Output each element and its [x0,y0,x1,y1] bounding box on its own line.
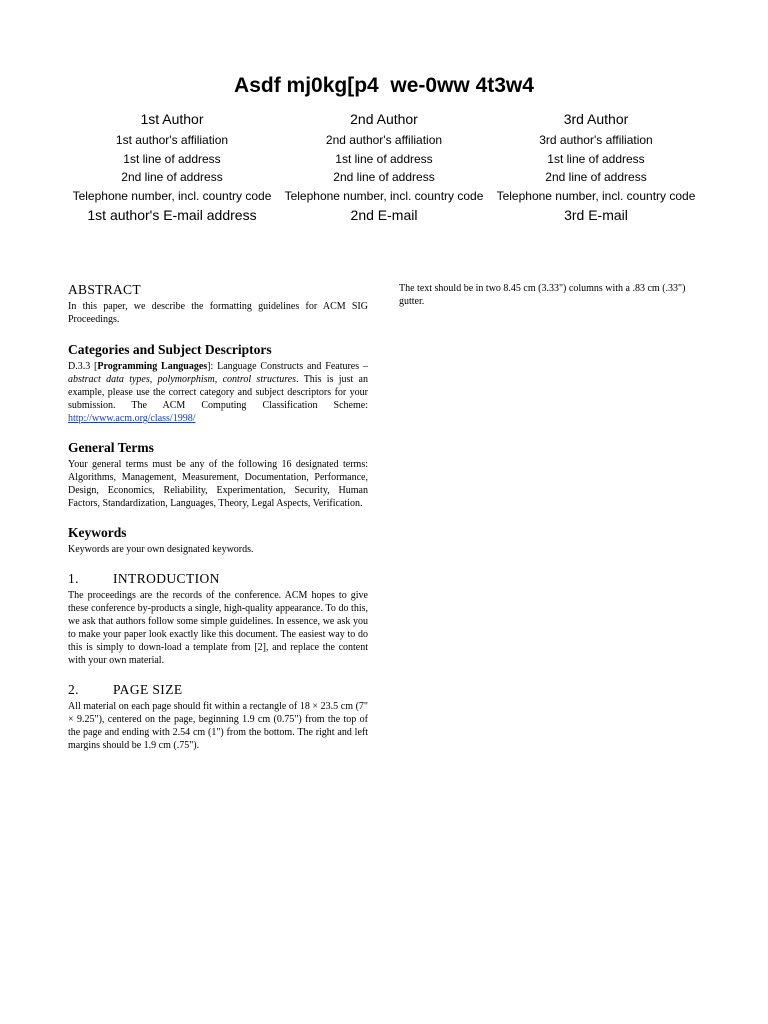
categories-text [68,360,368,425]
categories-heading: Categories and Subject Descriptors [68,342,272,357]
keywords-section [68,525,368,556]
author-affiliation: 3rd author's affiliation [539,133,653,147]
page-size-section [68,682,368,752]
section-title: INTRODUCTION [113,571,220,586]
author-address-line-2: 2nd line of address [333,170,435,184]
category-after-bold: ]: Language Constructs and Features – [207,361,368,372]
author-address-line-1: 1st line of address [335,151,433,166]
author-name: 1st Author [140,111,204,127]
abstract-heading: ABSTRACT [68,282,141,297]
author-telephone: Telephone number, incl. country code [496,188,696,203]
abstract-section [68,282,368,326]
left-column [68,282,368,767]
general-terms-section [68,440,368,510]
section-number: 2. [68,682,79,697]
introduction-section [68,571,368,667]
author-address-line-1: 1st line of address [123,151,221,166]
acm-classification-link[interactable]: http://www.acm.org/class/1998/ [68,413,196,424]
introduction-text: The proceedings are the records of the conference. ACM hopes to give these conference by-products a single, high-quality appearance. To do this, we ask that authors follow some simple guidelines. In essence, we ask you to make your paper look exactly like this document. The easiest way to do this is simply to down-load a template from [2], and replace the content with your own material. [68,590,368,666]
abstract-text: In this paper, we describe the formatting guidelines for ACM SIG Proceedings. [68,301,368,325]
keywords-heading: Keywords [68,525,127,540]
category-rest: . This is just an example, please use the correct category and subject descriptors for your submission. The ACM Computing Classification Scheme: [68,374,368,411]
author-email: 1st author's E-mail address [87,207,257,223]
author-block [66,110,702,225]
introduction-heading [68,571,368,587]
author-telephone: Telephone number, incl. country code [72,188,272,203]
right-column [399,282,702,308]
author-2 [278,110,490,225]
section-number: 1. [68,571,79,586]
author-name: 3rd Author [563,111,629,127]
general-terms-heading: General Terms [68,440,154,455]
page-size-heading [68,682,368,698]
section-title: PAGE SIZE [113,682,183,697]
author-3 [490,110,702,225]
author-email: 3rd E-mail [564,207,628,223]
categories-section [68,342,368,425]
author-address-line-2: 2nd line of address [121,170,223,184]
general-terms-text: Your general terms must be any of the following 16 designated terms: Algorithms, Management, Measurement, Documentation, Performance, Design, Economics, Reliability, Experimentation, Security, Human Factors, Standardization, Languages, Theory, Legal Aspects, Verification. [68,459,368,509]
author-email: 2nd E-mail [350,207,418,223]
author-address-line-1: 1st line of address [547,151,645,166]
author-name: 2nd Author [350,111,418,127]
author-affiliation: 2nd author's affiliation [325,133,443,147]
author-address-line-2: 2nd line of address [545,170,647,184]
paper-title: Asdf mj0kg[p4 we-0ww 4t3w4 [234,74,534,97]
page-size-text: All material on each page should fit within a rectangle of 18 × 23.5 cm (7" × 9.25"), centered on the page, beginning 1.9 cm (0.75") from the top of the page and ending with 2.54 cm (1") from the bottom. The right and left margins should be 1.9 cm (.75"). [68,701,368,751]
column-layout-text: The text should be in two 8.45 cm (3.33") columns with a .83 cm (.33") gutter. [399,283,686,307]
category-italic-terms: abstract data types, polymorphism, control structures [68,374,297,385]
keywords-text: Keywords are your own designated keywords. [68,544,254,555]
category-bold-term: Programming Languages [97,361,208,372]
author-1 [66,110,278,225]
author-affiliation: 1st author's affiliation [115,133,229,147]
author-telephone: Telephone number, incl. country code [284,188,484,203]
category-code: D.3.3 [ [68,361,98,372]
